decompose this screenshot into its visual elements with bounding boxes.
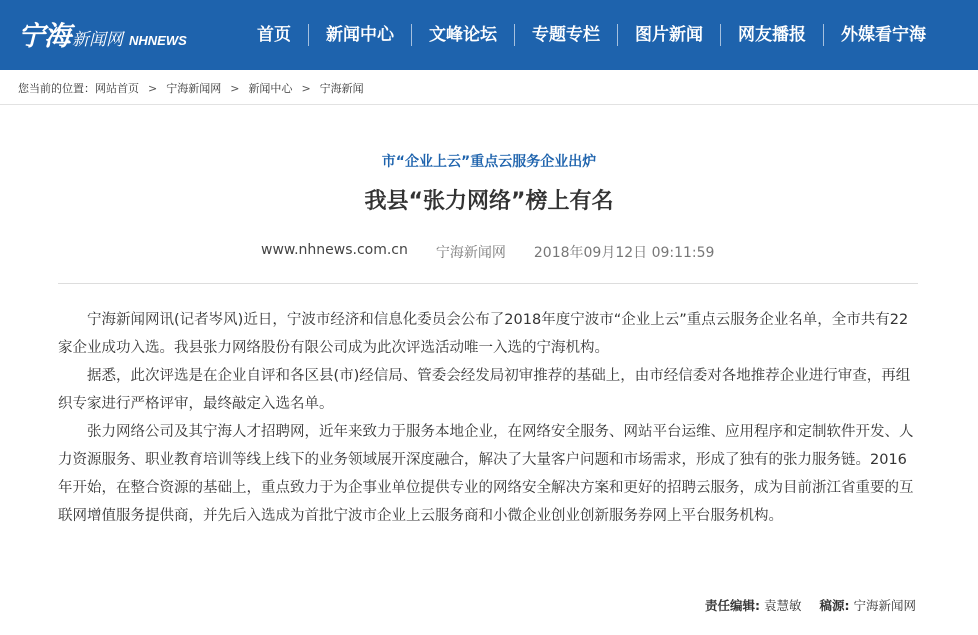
article-footer (705, 596, 916, 614)
breadcrumb-link-home[interactable]: 网站首页 (95, 82, 139, 95)
logo-mark: 宁海 (18, 21, 70, 52)
breadcrumb (18, 80, 364, 96)
logo-en-text: NHNEWS (129, 33, 187, 48)
nav-item-special-topics[interactable]: 专题专栏 (514, 24, 617, 46)
breadcrumb-link-site[interactable]: 宁海新闻网 (166, 82, 222, 95)
breadcrumb-separator: > (148, 81, 158, 95)
site-logo[interactable] (18, 14, 187, 53)
breadcrumb-divider (0, 104, 978, 105)
source-site: www.nhnews.com.cn (261, 242, 408, 258)
breadcrumb-link-local-news[interactable]: 宁海新闻 (319, 82, 364, 95)
source-name: 宁海新闻网 (435, 245, 506, 261)
nav-item-foreign-media[interactable]: 外媒看宁海 (823, 24, 943, 46)
breadcrumb-prefix: 您当前的位置： (18, 82, 95, 95)
breadcrumb-link-news-center[interactable]: 新闻中心 (248, 82, 293, 95)
nav-item-forum[interactable]: 文峰论坛 (411, 24, 514, 46)
main-nav (240, 0, 943, 70)
article-body (58, 306, 920, 530)
logo-cn-text: 新闻网 (72, 30, 123, 50)
breadcrumb-separator: > (230, 81, 240, 95)
editor-name: 袁慧敏 (763, 598, 802, 613)
editor-label: 责任编辑: (704, 598, 760, 613)
article-paragraph: 宁海新闻网讯(记者岑风)近日，宁波市经济和信息化委员会公布了2018年度宁波市“企业上云”重点云服务企业名单，全市共有22家企业成功入选。我县张力网络股份有限公司成为此次评选活动唯一入选的宁海机构。 (58, 312, 909, 356)
article-title: 我县“张力网络”榜上有名 (364, 189, 614, 214)
publish-datetime: 2018年09月12日 09:11:59 (533, 245, 715, 261)
nav-item-news-center[interactable]: 新闻中心 (308, 24, 411, 46)
article-meta (261, 242, 714, 262)
nav-item-photo-news[interactable]: 图片新闻 (617, 24, 720, 46)
breadcrumb-separator: > (301, 81, 311, 95)
source-value: 宁海新闻网 (853, 598, 916, 613)
site-header (0, 0, 978, 70)
nav-item-user-reports[interactable]: 网友播报 (720, 24, 823, 46)
meta-divider (58, 283, 918, 284)
nav-item-home[interactable]: 首页 (257, 25, 291, 45)
article-paragraph: 据悉，此次评选是在企业自评和各区县(市)经信局、管委会经发局初审推荐的基础上，由市经信委对各地推荐企业进行审查，再组织专家进行严格评审，最终敲定入选名单。 (58, 368, 911, 412)
article-subtitle: 市“企业上云”重点云服务企业出炉 (381, 154, 597, 170)
article-paragraph: 张力网络公司及其宁海人才招聘网，近年来致力于服务本地企业，在网络安全服务、网站平台运维、应用程序和定制软件开发、人力资源服务、职业教育培训等线上线下的业务领域展开深度融合，解决了大量客户问题和市场需求，形成了独有的张力服务链。2016年开始，在整合资源的基础上，重点致力于为企事业单位提供专业的网络安全解决方案和更好的招聘云服务，成为目前浙江省重要的互联网增值服务提供商，并先后入选成为首批宁波市企业上云服务商和小微企业创业创新服务券网上平台服务机构。 (58, 424, 914, 524)
source-label: 稿源: (819, 598, 850, 613)
